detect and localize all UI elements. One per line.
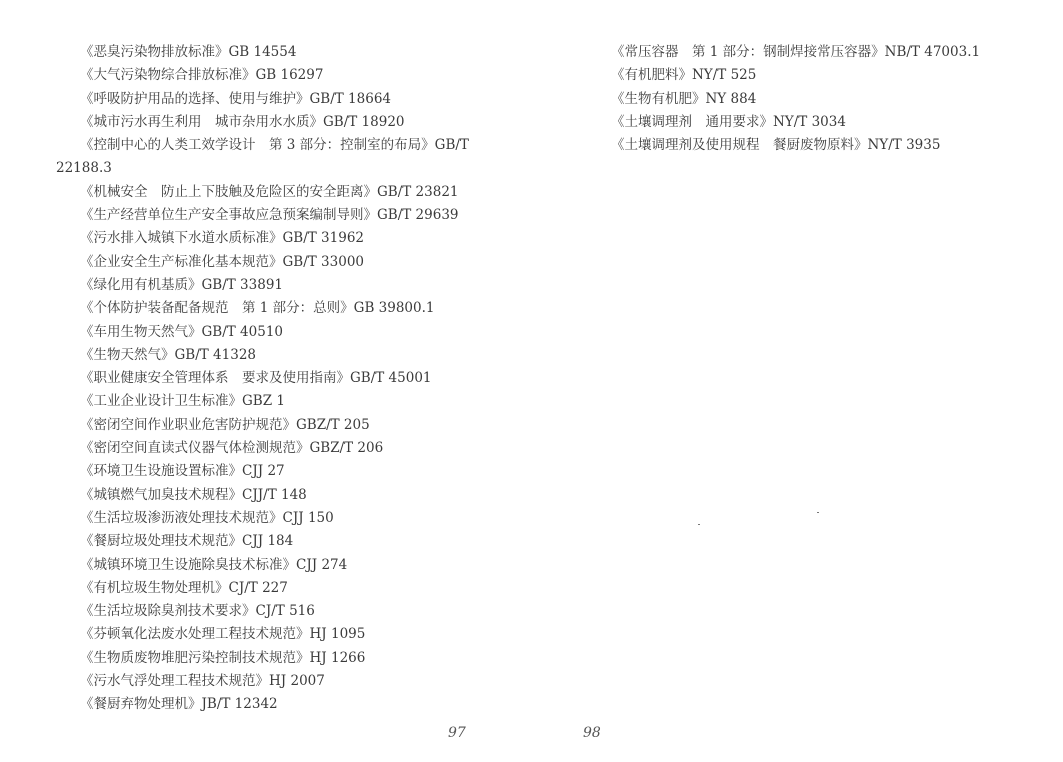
- reference-item: 《呼吸防护用品的选择、使用与维护》GB/T 18664: [80, 90, 391, 107]
- reference-item: 《土壤调理剂 通用要求》NY/T 3034: [611, 113, 846, 130]
- reference-item: 《生物天然气》GB/T 41328: [80, 346, 256, 363]
- reference-item: 《职业健康安全管理体系 要求及使用指南》GB/T 45001: [80, 370, 432, 387]
- reference-item: 《生物质废物堆肥污染控制技术规范》HJ 1266: [80, 649, 366, 666]
- reference-item: 《密闭空间直读式仪器气体检测规范》GBZ/T 206: [80, 440, 384, 457]
- reference-item: 《餐厨垃圾处理技术规范》CJJ 184: [80, 533, 294, 550]
- reference-item: 《芬顿氧化法废水处理工程技术规范》HJ 1095: [80, 626, 366, 643]
- reference-item: 《绿化用有机基质》GB/T 33891: [80, 276, 283, 293]
- left-page: [0, 0, 531, 762]
- reference-item: 《环境卫生设施设置标准》CJJ 27: [80, 463, 285, 480]
- reference-item: 《有机肥料》NY/T 525: [611, 67, 757, 84]
- reference-item: 《生物有机肥》NY 884: [611, 90, 757, 107]
- reference-item: 《常压容器 第 1 部分：钢制焊接常压容器》NB/T 47003.1: [611, 44, 981, 60]
- right-page: [531, 0, 1063, 762]
- reference-list-left: [56, 41, 488, 717]
- page-number-right: 98: [583, 725, 601, 741]
- scan-speck: [817, 512, 819, 513]
- reference-item: 《控制中心的人类工效学设计 第 3 部分：控制室的布局》GB/T 22188.3: [56, 137, 469, 177]
- reference-item: 《生活垃圾除臭剂技术要求》CJ/T 516: [80, 603, 315, 620]
- reference-item: 《城镇环境卫生设施除臭技术标准》CJJ 274: [80, 556, 348, 573]
- reference-item: 《餐厨弃物处理机》JB/T 12342: [80, 696, 278, 713]
- reference-item: 《工业企业设计卫生标准》GBZ 1: [80, 393, 285, 410]
- reference-item: 《生活垃圾渗沥液处理技术规范》CJJ 150: [80, 509, 334, 526]
- reference-item: 《生产经营单位生产安全事故应急预案编制导则》GB/T 29639: [80, 207, 459, 224]
- reference-item: 《城市污水再生利用 城市杂用水水质》GB/T 18920: [80, 113, 405, 130]
- reference-item: 《密闭空间作业职业危害防护规范》GBZ/T 205: [80, 416, 370, 433]
- reference-item: 《污水排入城镇下水道水质标准》GB/T 31962: [80, 230, 364, 247]
- page-number-left: 97: [448, 725, 466, 741]
- scan-speck: [698, 524, 700, 525]
- reference-list-right: [587, 41, 1047, 157]
- reference-item: 《个体防护装备配备规范 第 1 部分：总则》GB 39800.1: [80, 300, 435, 317]
- reference-item: 《大气污染物综合排放标准》GB 16297: [80, 67, 324, 84]
- reference-item: 《企业安全生产标准化基本规范》GB/T 33000: [80, 253, 364, 270]
- reference-item: 《污水气浮处理工程技术规范》HJ 2007: [80, 673, 325, 690]
- reference-item: 《车用生物天然气》GB/T 40510: [80, 323, 283, 340]
- reference-item: 《土壤调理剂及使用规程 餐厨废物原料》NY/T 3935: [611, 137, 941, 154]
- reference-item: 《恶臭污染物排放标准》GB 14554: [80, 44, 297, 60]
- reference-item: 《城镇燃气加臭技术规程》CJJ/T 148: [80, 486, 307, 503]
- reference-item: 《有机垃圾生物处理机》CJ/T 227: [80, 579, 288, 596]
- reference-item: 《机械安全 防止上下肢触及危险区的安全距离》GB/T 23821: [80, 183, 459, 200]
